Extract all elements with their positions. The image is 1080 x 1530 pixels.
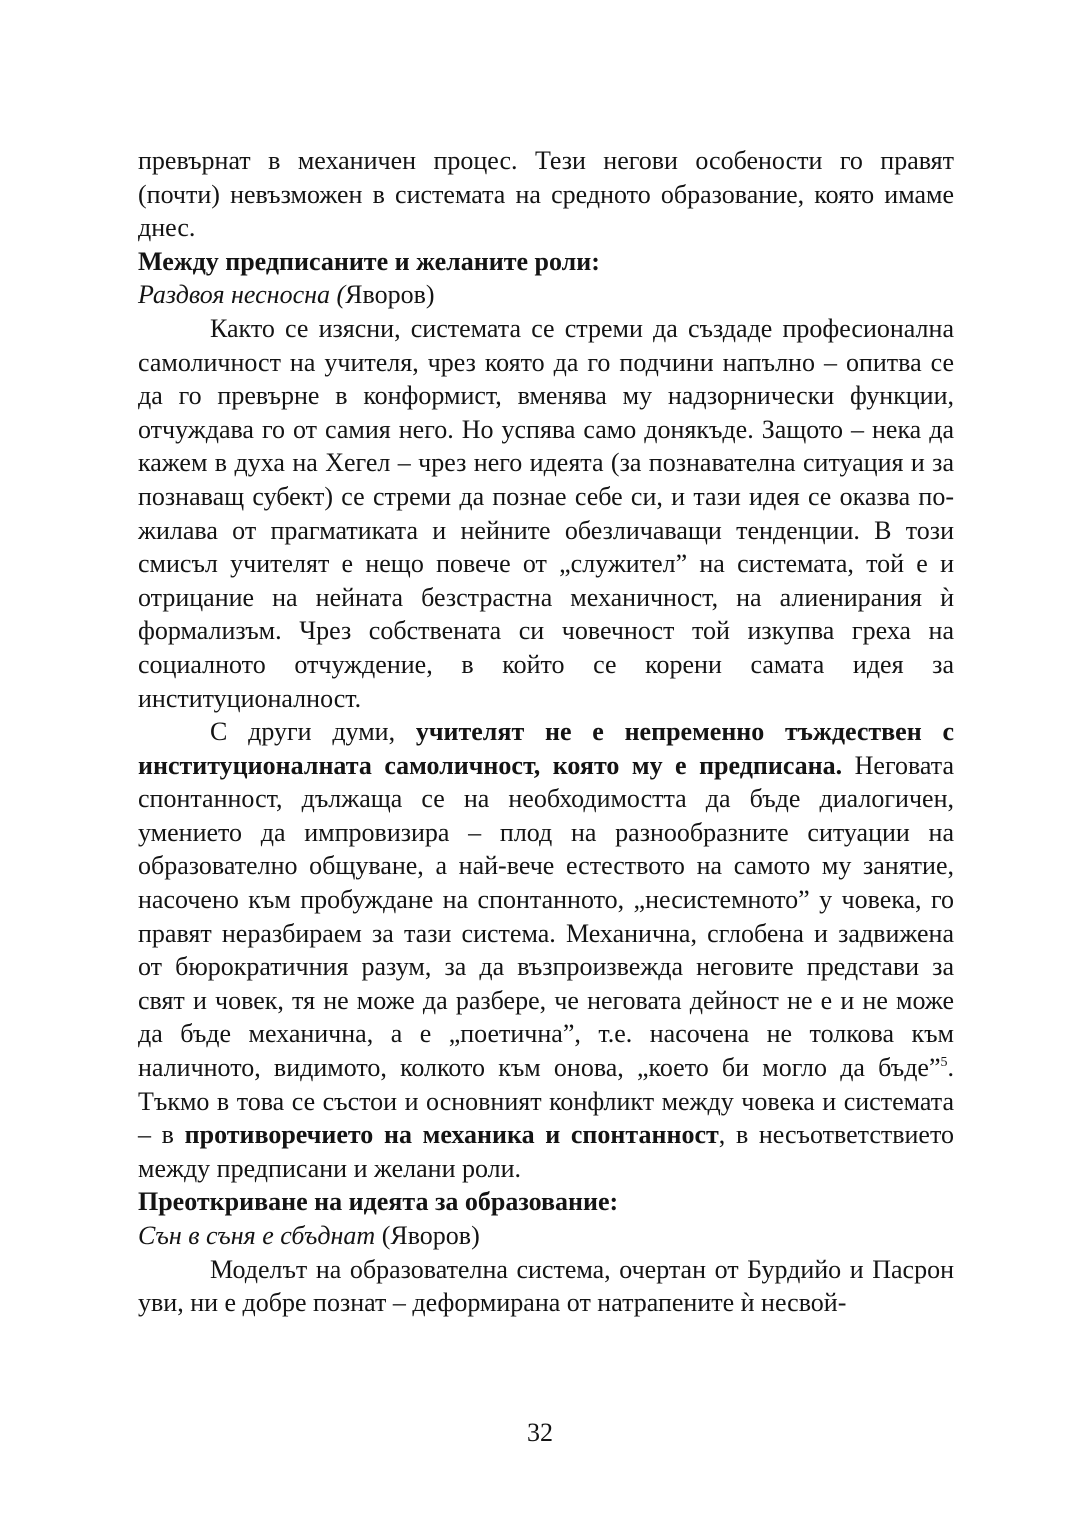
section-subtitle-education — [138, 1219, 954, 1253]
paragraph-continuation-text: . Тъкмо в това се състои и основният конфликт между човека и системата – в — [138, 1053, 954, 1150]
section-heading-education: Преоткриване на идеята за образование: — [138, 1187, 619, 1217]
page-body — [138, 144, 954, 1320]
subtitle-plain-part: Яворов) — [345, 280, 435, 310]
bold-contradiction-phrase: противоречието на механика и спонтанност — [184, 1120, 719, 1150]
footnote-marker[interactable]: 5 — [940, 1055, 948, 1071]
section-heading-roles: Между предписаните и желаните роли: — [138, 246, 600, 276]
body-paragraph: Както се изясни, системата се стреми да създаде професионална самоличност на учителя, чрез която да го подчини напълно – опитва се да го превърне в конформист, вменява му надзорнически функции, отчуждава го от самия него. Но успява само донякъде. Защото – нека да кажем в духа на Хегел – чрез него идеята (за познавателна ситуация и за познаващ субект) се стреми да познае себе си, и тази идея се оказва по-жилава от прагматиката и нейните обезличаващи тенденции. В този смисъл учителят е нещо повече от „служител” на системата, той е и отрицание на нейната безстрастна механичност, на алиенирания ѝ формализъм. Чрез собствената си човечност той изкупва греха на социалното отчуждение, в който се корени самата идея за институционалност. — [138, 313, 954, 713]
body-paragraph-emphasis — [138, 715, 954, 1185]
subtitle-italic-part: Раздвоя несносна ( — [138, 280, 346, 310]
page-number: 32 — [527, 1418, 553, 1447]
section-subtitle-roles — [138, 278, 954, 312]
bold-thesis-statement: учителят не е непременно тъждествен с институционалната самоличност, която му е предписана. — [138, 717, 954, 780]
body-paragraph: Моделът на образователна система, очертан от Бурдийо и Пасрон уви, ни е добре познат – деформирана от натрапените ѝ несвой- — [138, 1254, 954, 1318]
opening-paragraph: превърнат в механичен процес. Тези негови особености го правят (почти) невъзможен в системата на средното образование, която имаме днес. — [138, 146, 954, 243]
subtitle-plain-part: (Яворов) — [375, 1221, 480, 1250]
paragraph-lead-text: С други думи, — [210, 717, 416, 747]
paragraph-middle-text: Неговата спонтанност, дължаща се на необходимостта да бъде диалогичен, умението да импровизира – плод на разнообразните ситуации на образователно общуване, а най-вече естеството на самото му занятие, насочено към пробуждане на спонтанното, „несистемното” у човека, го правят неразбираем за тази система. Механична, сглобена и задвижена от бюрократичния разум, за да възпроизвежда неговите представи за свят и човек, тя не може да разбере, че неговата дейност не е и не може да бъде механична, а е „поетична”, т.е. насочена не толкова към наличното, видимото, колкото към онова, „което би могло да бъде” — [138, 750, 955, 1083]
subtitle-italic-part: Сън в съня е сбъднат — [138, 1221, 376, 1250]
paragraph-tail-text: , в несъответствието между предписани и желани роли. — [138, 1120, 954, 1183]
